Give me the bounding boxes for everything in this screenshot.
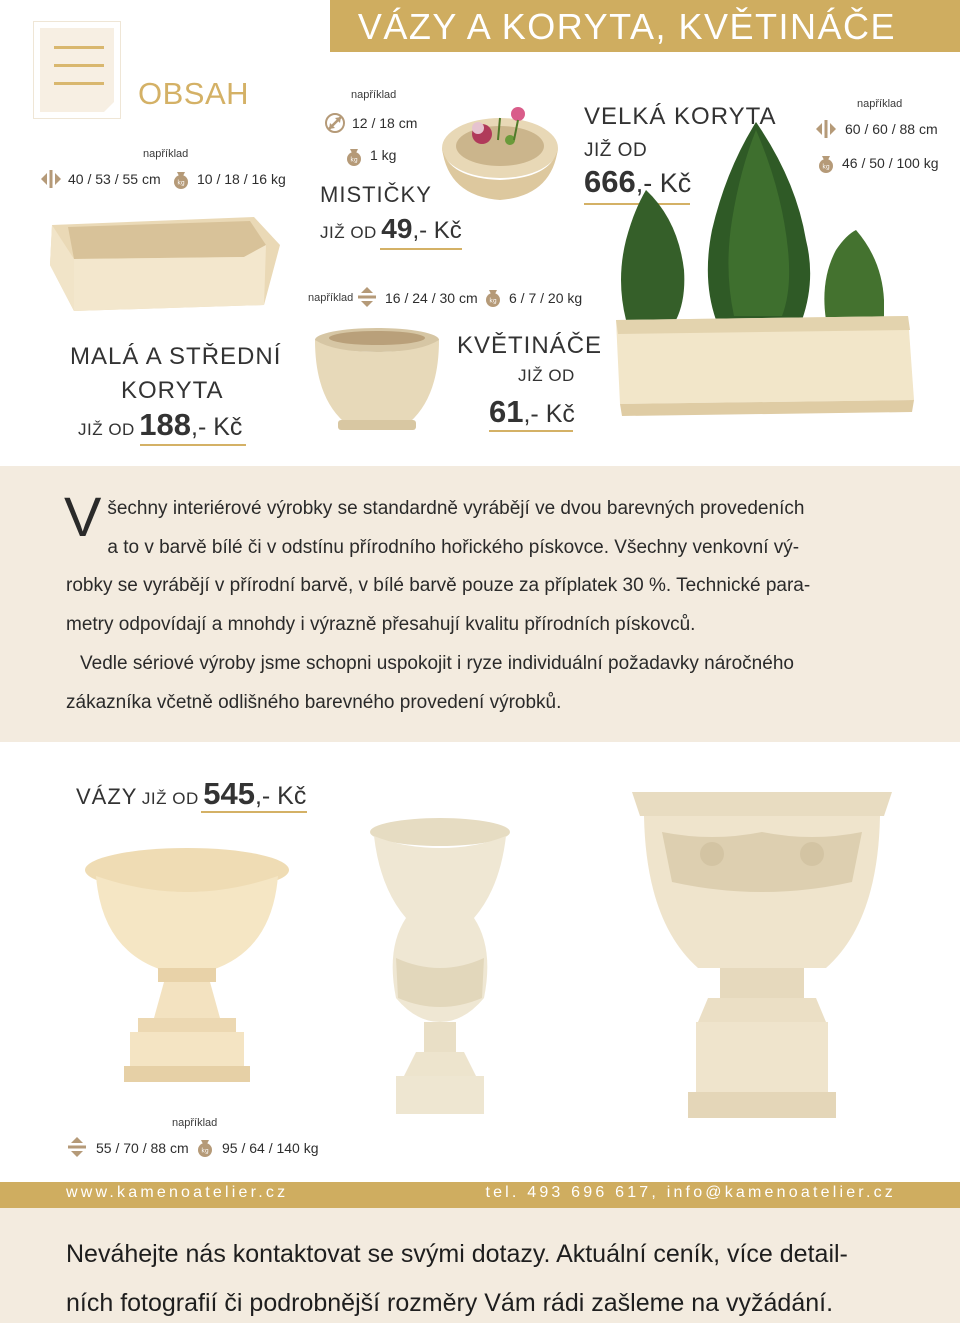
vases-weight: 95 / 64 / 140 kg: [222, 1140, 319, 1156]
vase-2-image: [366, 808, 514, 1120]
planters-title: KVĚTINÁČE: [457, 332, 603, 359]
small-troughs-weight: 10 / 18 / 16 kg: [197, 171, 286, 187]
price-underline: [489, 430, 573, 432]
info-line: zákazníka včetně odlišného barevného provedení výrobků.: [66, 691, 562, 713]
svg-text:kg: kg: [177, 179, 185, 187]
weight-icon: [343, 145, 365, 167]
small-troughs-title: MALÁ A STŘEDNÍ: [70, 343, 282, 370]
svg-text:kg: kg: [489, 297, 497, 305]
price-prefix: JIŽ OD: [141, 789, 199, 808]
planters-dimensions: 16 / 24 / 30 cm: [385, 290, 478, 306]
planter-image: [310, 326, 444, 432]
small-troughs-dimensions: 40 / 53 / 55 cm: [68, 171, 161, 187]
toc-page-fold: [98, 96, 120, 118]
weight-icon: [170, 168, 192, 190]
small-troughs-example-label: například: [143, 148, 189, 160]
info-paragraph: [64, 485, 896, 722]
vases-dimensions: 55 / 70 / 88 cm: [96, 1140, 189, 1156]
large-troughs-dimensions: 60 / 60 / 88 cm: [845, 121, 938, 137]
price-value: 666: [584, 164, 636, 199]
contact-note: [66, 1230, 906, 1323]
small-troughs-price: [78, 407, 242, 443]
price-value: 545: [203, 776, 255, 811]
vases-heading: [76, 776, 306, 812]
info-line: Vedle sériové výroby jsme schopni uspokojit i ryze individuální požadavky náročného: [80, 652, 794, 674]
price-prefix: JIŽ OD: [78, 420, 135, 439]
large-trough-image: [606, 120, 926, 440]
bowl-image: [438, 100, 562, 204]
height-arrows-icon: [356, 286, 378, 308]
bowls-title: MISTIČKY: [320, 182, 432, 207]
contact-note-line: Neváhejte nás kontaktovat se svými dotazy. Aktuální ceník, více detail-: [66, 1240, 848, 1268]
contact-note-line: ních fotografií či podrobnější rozměry Vám rádi zašleme na vyžádání.: [66, 1289, 834, 1317]
price-prefix: JIŽ OD: [518, 366, 575, 385]
planters-price-prefix: [518, 366, 575, 386]
price-underline: [201, 811, 307, 813]
svg-text:kg: kg: [350, 156, 358, 164]
price-underline: [140, 444, 246, 446]
price-prefix: JIŽ OD: [584, 140, 648, 161]
price-underline: [380, 248, 462, 250]
diameter-icon: [324, 112, 346, 134]
toc-menu-icon[interactable]: [34, 22, 120, 118]
height-arrows-icon: [66, 1136, 88, 1158]
vases-example-label: například: [172, 1117, 218, 1129]
bowls-weight: 1 kg: [370, 147, 397, 163]
page-title: VÁZY A KORYTA, KVĚTINÁČE: [357, 6, 896, 47]
dropcap: V: [64, 485, 102, 548]
large-troughs-title: VELKÁ KORYTA: [584, 103, 777, 130]
website-link[interactable]: www.kamenoatelier.cz: [66, 1184, 289, 1201]
bowls-price: [320, 213, 462, 245]
planters-example-label: například: [308, 292, 354, 304]
weight-icon: [194, 1136, 216, 1158]
info-line: robky se vyrábějí v přírodní barvě, v bílé barvě pouze za příplatek 30 %. Technické para-: [66, 575, 811, 597]
width-arrows-icon: [40, 168, 62, 190]
planters-weight: 6 / 7 / 20 kg: [509, 290, 583, 306]
toc-label: OBSAH: [138, 76, 250, 111]
vase-1-image: [82, 840, 292, 1090]
vase-3-image: [622, 772, 902, 1144]
toc-line: [54, 82, 104, 85]
price-value: 61: [489, 394, 524, 429]
small-troughs-title-line2: KORYTA: [121, 377, 224, 404]
price-suffix: ,- Kč: [254, 782, 307, 810]
svg-text:kg: kg: [201, 1147, 209, 1155]
info-line: šechny interiérové výrobky se standardně vyrábějí ve dvou barevných provedeních: [107, 498, 805, 519]
price-suffix: ,- Kč: [523, 400, 575, 428]
price-suffix: ,- Kč: [412, 217, 462, 244]
toc-line: [54, 64, 104, 67]
price-suffix: ,- Kč: [191, 413, 243, 441]
toc-line: [54, 46, 104, 49]
info-line: metry odpovídají a mnohdy i výrazně přesahují kvalitu přírodních pískovců.: [66, 614, 696, 636]
info-line: a to v barvě bílé či v odstínu přírodního hořického pískovce. Všechny venkovní vý-: [107, 536, 800, 558]
price-suffix: ,- Kč: [635, 168, 692, 198]
price-value: 49: [381, 213, 413, 244]
contact-info[interactable]: tel. 493 696 617, info@kamenoatelier.cz: [485, 1184, 896, 1201]
price-prefix: JIŽ OD: [320, 223, 377, 242]
large-troughs-weight: 46 / 50 / 100 kg: [842, 155, 939, 171]
small-trough-image: [44, 205, 284, 315]
svg-text:kg: kg: [822, 163, 830, 171]
planters-price: [489, 394, 575, 430]
bowls-dimensions: 12 / 18 cm: [352, 115, 418, 131]
price-value: 188: [139, 407, 192, 442]
large-troughs-example-label: například: [857, 98, 903, 110]
vases-title: VÁZY: [76, 784, 138, 809]
weight-icon: [482, 286, 504, 308]
bowls-example-label: například: [351, 89, 397, 101]
